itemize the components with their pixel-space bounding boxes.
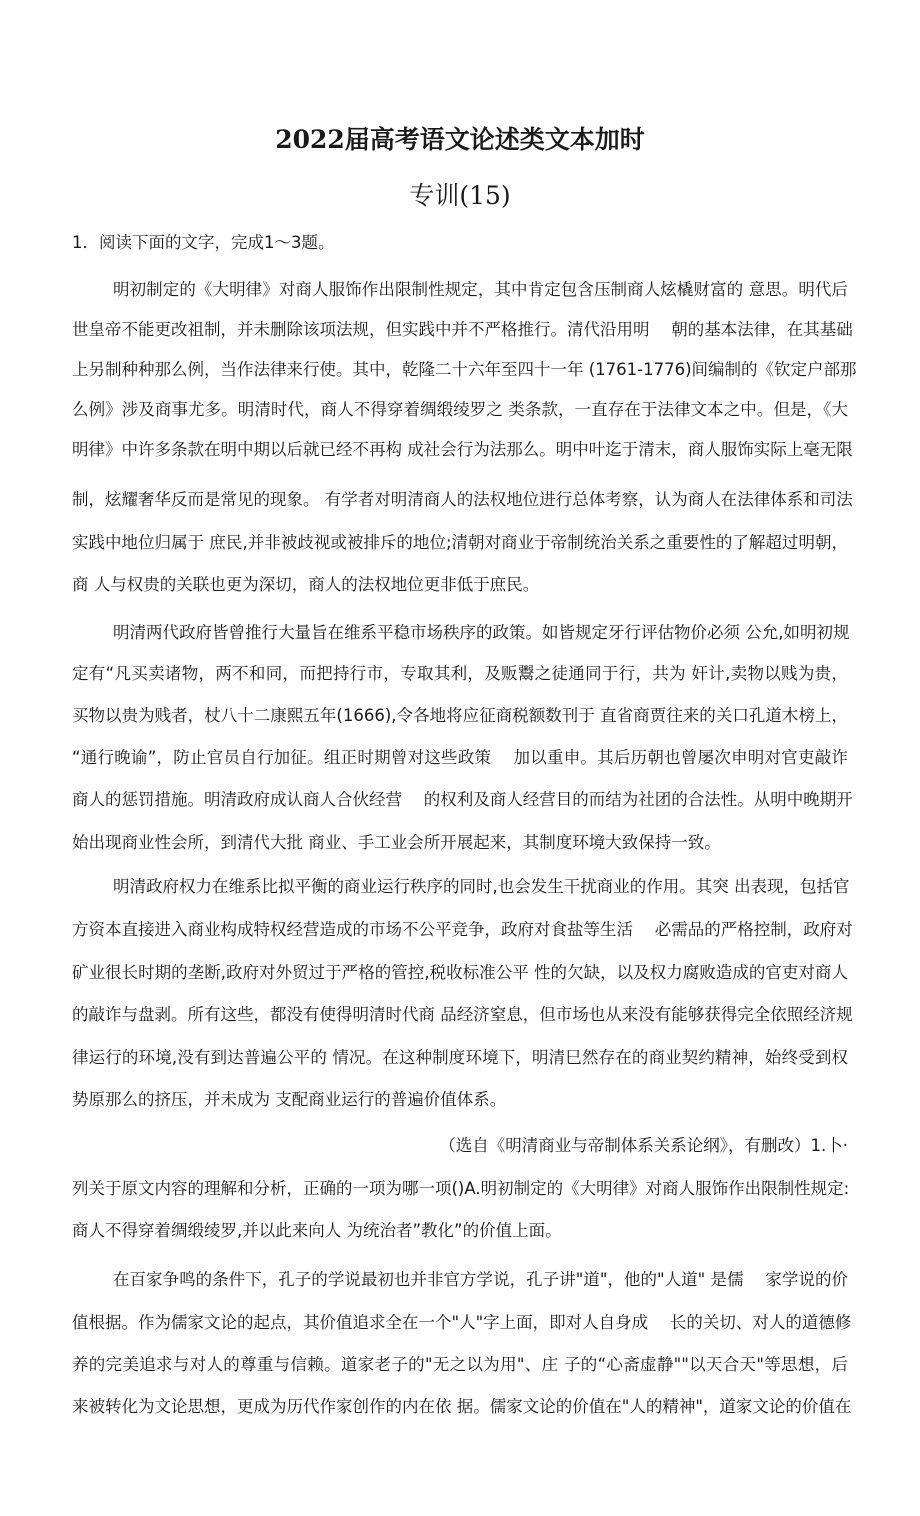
- text-line: 买物以贵为贱者，杖八十二康熙五年(1666),令各地将应征商税额数刊于 直省商贾往来的关口孔道木榜上，: [72, 706, 848, 725]
- text-line: 养的完美追求与对人的尊重与信赖。道家老子的"无之以为用"、庄 子的“心斋虚静""以天合天"等思想，后: [72, 1355, 848, 1374]
- text-line: 世皇帝不能更改祖制，并未删除该项法规，但实践中并不严格推行。清代沿用明 朝的基本法律，在其基础: [72, 320, 853, 339]
- text-line: 来被转化为文论思想，更成为历代作家创作的内在依 据。儒家文论的价值在"人的精神"，道家文论的价值在: [72, 1397, 852, 1416]
- text-line: 明清两代政府皆曾推行大量旨在维系平稳市场秩序的政策。如皆规定牙行评估物价必须 公允,如明初规: [113, 623, 850, 642]
- question-text: 商人不得穿着绸缎绫罗,并以此来向人 为统治者”教化”的价值上面。: [72, 1221, 562, 1240]
- text-line: 势原那么的挤压，并未成为 支配商业运行的普遍价值体系。: [72, 1090, 507, 1109]
- text-line: 方资本直接进入商业构成特权经营造成的市场不公平竞争，政府对食盐等生活 必需品的严格控制，政府对: [72, 920, 853, 939]
- text-line: 明初制定的《大明律》对商人服饰作出限制性规定，其中肯定包含压制商人炫橇财富的 意思。明代后: [113, 280, 848, 299]
- text-line: 始出现商业性会所，到清代大批 商业、手工业会所开展起来，其制度环境大致保持一致。: [72, 833, 721, 852]
- text-line: 商 人与权贵的关联也更为深切，商人的法权地位更非低于庶民。: [72, 575, 540, 594]
- text-line: 的敲诈与盘剥。所有这些，都没有使得明清时代商 品经济窒息，但市场也从来没有能够获得完全依照经济规: [72, 1005, 853, 1024]
- text-line: 律运行的环境,没有到达普遍公平的 情况。在这种制度环境下，明清巳然存在的商业契约精神，始终受到权: [72, 1048, 848, 1067]
- question-intro: 1．阅读下面的文字，完成1〜3题。: [72, 233, 335, 252]
- source-citation: （选自《明清商业与帝制体系关系论纲》，有删改）1.卜·: [439, 1136, 848, 1155]
- document-title: 2022届高考语文论述类文本加时: [275, 125, 645, 154]
- text-line: 明清政府权力在维系比拟平衡的商业运行秩序的同时,也会发生干扰商业的作用。其突 出表现，包括官: [113, 877, 850, 896]
- text-line: 值根据。作为儒家文论的起点，其价值追求全在一个"人"字上面，即对人自身成 长的关切、对人的道德修: [72, 1313, 852, 1332]
- document-subtitle: 专训(15): [409, 181, 511, 210]
- text-line: 么例》涉及商事尤多。明清时代，商人不得穿着绸缎绫罗之 类条款，一直存在于法律文本之中。但是，《大: [72, 400, 848, 419]
- text-line: 定有“凡买卖诸物，两不和同，而把持行市，专取其利，及贩鬻之徒通同于行，共为 奸计,卖物以贱为贵，: [72, 664, 848, 683]
- text-line: 在百家争鸣的条件下，孔子的学说最初也并非官方学说，孔子讲"道"，他的"人道" 是儒 家学说的价: [113, 1270, 848, 1289]
- question-text: 列关于原文内容的理解和分析，正确的一项为哪一项()A.明初制定的《大明律》对商人服饰作出限制性规定:: [72, 1179, 850, 1198]
- text-line: 明律》中许多条款在明中期以后就已经不再构 成社会行为法那么。明中叶迄于清末，商人服饰实际上毫无限: [72, 440, 853, 459]
- text-line: “通行晚谕”，防止官员自行加征。组正时期曾对这些政策 加以重申。其后历朝也曾屡次申明对官吏敲诈: [72, 748, 848, 767]
- text-line: 实践中地位归属于 庶民,并非被歧视或被排斥的地位;清朝对商业于帝制统治关系之重要性的了解超过明朝，: [72, 533, 848, 552]
- text-line: 矿业很长时期的垄断,政府对外贸过于严格的管控,税收标准公平 性的欠缺，以及权力腐败造成的官吏对商人: [72, 963, 848, 982]
- text-line: 上另制种种那么例，当作法律来行使。其中，乾隆二十六年至四十一年 (1761-1776)间编制的《钦定户部那: [72, 360, 857, 379]
- text-line: 商人的惩罚措施。明清政府成认商人合伙经营 的权利及商人经营目的而结为社团的合法性。从明中晚期开: [72, 790, 853, 809]
- text-line: 制，炫耀奢华反而是常见的现象。 有学者对明清商人的法权地位进行总体考察，认为商人在法律体系和司法: [72, 490, 853, 509]
